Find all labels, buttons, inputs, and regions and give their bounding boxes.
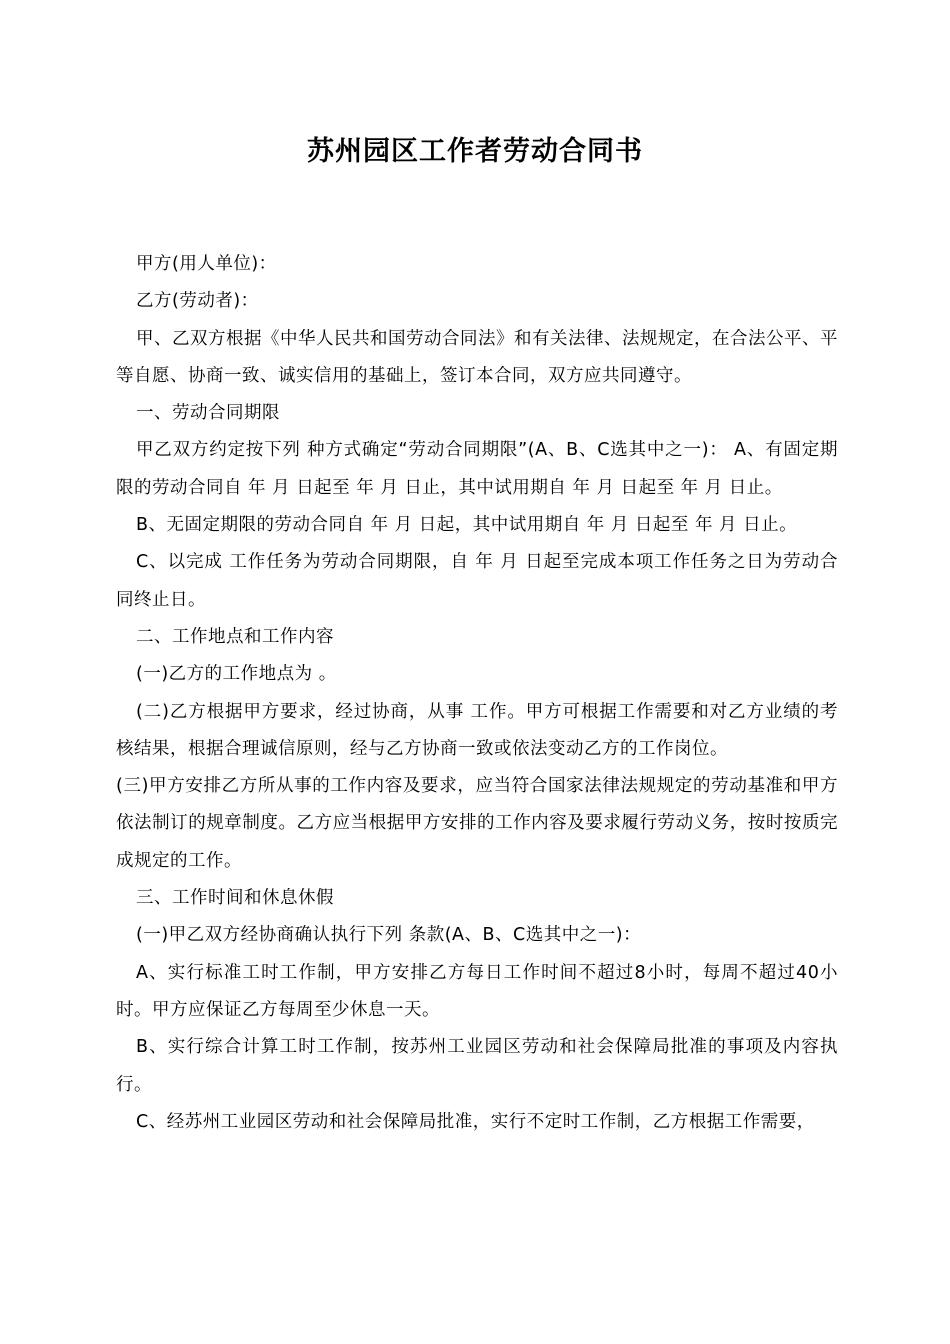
paragraph-work-location: (一)乙方的工作地点为 。 — [136, 664, 337, 685]
paragraph-work-requirements: (三)甲方安排乙方所从事的工作内容及要求，应当符合国家法律法规规定的劳动基准和甲方依法制订的规章制度。乙方应当根据甲方安排的工作内容及要求履行劳动义务，按时按质完成规定的工作。 — [116, 776, 838, 871]
paragraph-party-a: 甲方(用人单位)： — [136, 254, 277, 274]
paragraph-term-option-c: C、以完成 工作任务为劳动合同期限，自 年 月 日起至完成本项工作任务之日为劳动合同终止日。 — [116, 552, 838, 610]
section-heading-contract-term: 一、劳动合同期限 — [136, 403, 280, 424]
document-title: 苏州园区工作者劳动合同书 — [307, 136, 643, 167]
document-body — [116, 246, 838, 1141]
section-heading-working-hours: 三、工作时间和休息休假 — [136, 888, 334, 909]
paragraph-work-assignment: (二)乙方根据甲方要求，经过协商，从事 工作。甲方可根据工作需要和对乙方业绩的考核结果，根据合理诚信原则，经与乙方协商一致或依法变动乙方的工作岗位。 — [116, 701, 838, 759]
paragraph-hours-option-b: B、实行综合计算工时工作制，按苏州工业园区劳动和社会保障局批准的事项及内容执行。 — [116, 1037, 838, 1095]
paragraph-term-option-b: B、无固定期限的劳动合同自 年 月 日起，其中试用期自 年 月 日起至 年 月 日止。 — [136, 515, 798, 536]
paragraph-hours-option-a: A、实行标准工时工作制，甲方安排乙方每日工作时间不超过8小时，每周不超过40小时。甲方应保证乙方每周至少休息一天。 — [116, 962, 838, 1020]
paragraph-term-option-a: 甲乙双方约定按下列 种方式确定“劳动合同期限”(A、B、C选其中之一)： A、有固定期限的劳动合同自 年 月 日起至 年 月 日止，其中试用期自 年 月 日起至 年 月 日止。 — [116, 440, 838, 498]
section-heading-work-location: 二、工作地点和工作内容 — [136, 626, 334, 647]
paragraph-party-b: 乙方(劳动者)： — [136, 291, 259, 312]
paragraph-hours-choice: (一)甲乙双方经协商确认执行下列 条款(A、B、C选其中之一)： — [136, 925, 642, 946]
paragraph-preamble: 甲、乙双方根据《中华人民共和国劳动合同法》和有关法律、法规规定，在合法公平、平等自愿、协商一致、诚实信用的基础上，签订本合同，双方应共同遵守。 — [116, 328, 838, 386]
paragraph-hours-option-c: C、经苏州工业园区劳动和社会保障局批准，实行不定时工作制，乙方根据工作需要， — [136, 1111, 815, 1132]
